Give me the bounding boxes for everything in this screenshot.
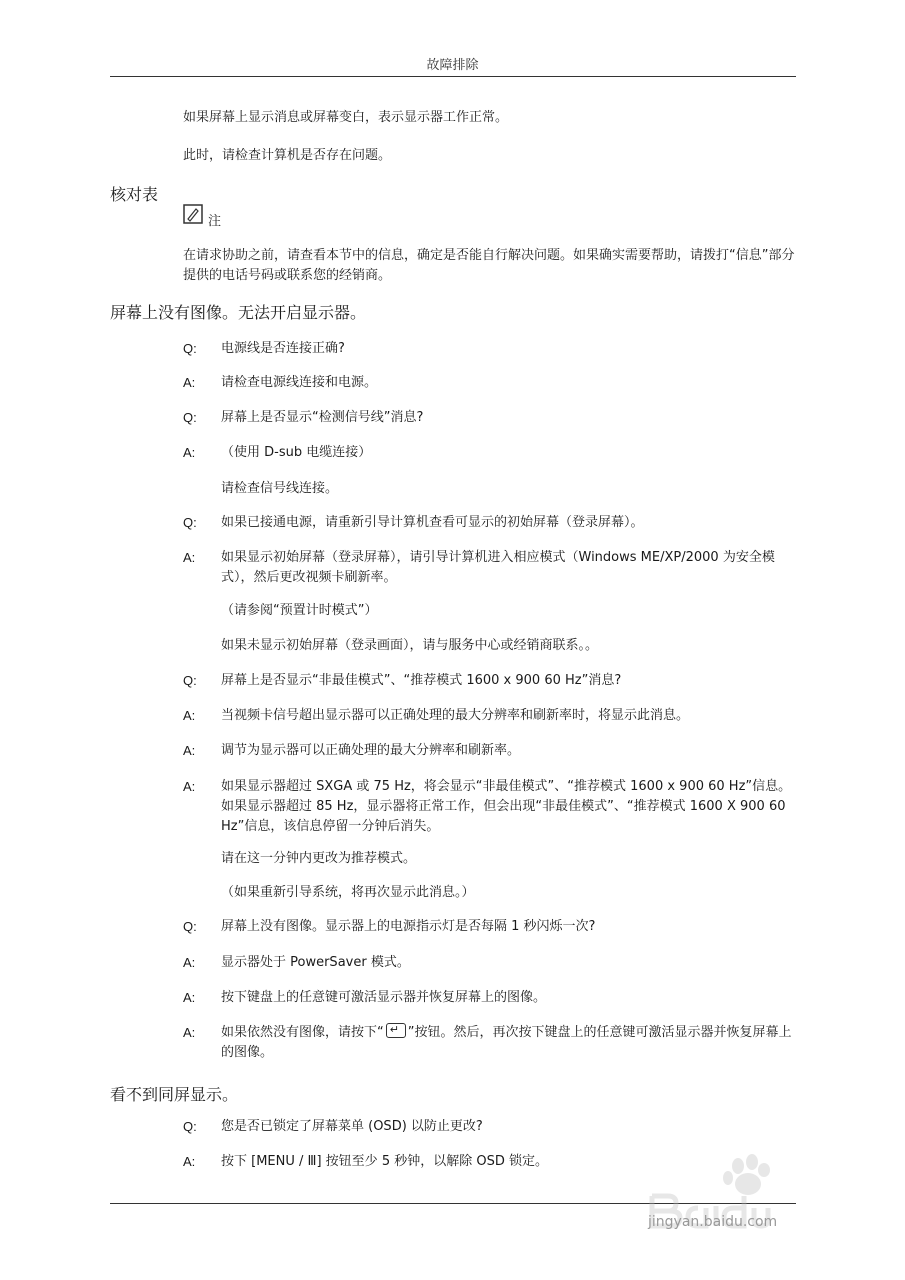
qa-text: [221, 1023, 797, 1063]
qa-row: [183, 671, 797, 691]
qa-continuation: 如果未显示初始屏幕（登录画面），请与服务中心或经销商联系。。: [221, 638, 599, 653]
qa-key: A:: [183, 445, 196, 460]
baidu-watermark-logo: [640, 1148, 800, 1248]
qa-key: A:: [183, 708, 196, 723]
qa-key: A:: [183, 550, 196, 565]
qa-text: 如果显示初始屏幕（登录屏幕），请引导计算机进入相应模式（Windows ME/XP/2000 为安全模式），然后更改视频卡刷新率。: [221, 550, 775, 585]
qa-text: 调节为显示器可以正确处理的最大分辨率和刷新率。: [221, 743, 521, 758]
section2-heading: 看不到同屏显示。: [110, 1085, 239, 1104]
qa-key: Q:: [183, 1119, 197, 1134]
qa-row: [183, 513, 797, 533]
checklist-heading: 核对表: [110, 185, 159, 204]
qa-row: [183, 988, 797, 1008]
qa-row: [183, 339, 797, 359]
qa-text: 当视频卡信号超出显示器可以正确处理的最大分辨率和刷新率时，将显示此消息。: [221, 708, 690, 723]
qa-row: [183, 1117, 797, 1137]
qa-key: Q:: [183, 341, 197, 356]
qa-continuation: 请检查信号线连接。: [221, 481, 339, 496]
qa-key: A:: [183, 779, 196, 794]
qa-key: Q:: [183, 515, 197, 530]
qa-row: [183, 373, 797, 393]
note-label: 注: [208, 214, 222, 229]
qa-row: [183, 548, 797, 588]
qa-text: 如果显示器超过 SXGA 或 75 Hz，将会显示“非最佳模式”、“推荐模式 1600 x 900 60 Hz”信息。如果显示器超过 85 Hz，显示器将正常工作，但会出现“非最佳模式”、“推荐模式 1600 X 900 60 Hz”信息，该信息停留一分钟后消失。: [221, 779, 792, 834]
qa-text: 电源线是否连接正确?: [221, 341, 345, 356]
qa-row: [183, 1023, 797, 1063]
qa-key: A:: [183, 955, 196, 970]
watermark-url: jingyan.baidu.com: [648, 1214, 778, 1230]
page-header-title: 故障排除: [426, 58, 479, 73]
qa-text: 按下键盘上的任意键可激活显示器并恢复屏幕上的图像。: [221, 990, 547, 1005]
qa-row: [183, 408, 797, 428]
header-rule: [110, 76, 796, 77]
answer-text-after: ”按钮。然后，再次按下键盘上的任意键可激活显示器并恢复屏幕上的图像。: [221, 1025, 792, 1060]
qa-key: A:: [183, 1154, 196, 1169]
qa-key: A:: [183, 990, 196, 1005]
qa-key: A:: [183, 375, 196, 390]
qa-continuation: （如果重新引导系统，将再次显示此消息。）: [221, 885, 475, 900]
qa-continuation: （请参阅“预置计时模式”）: [221, 603, 378, 618]
qa-row: [183, 741, 797, 761]
qa-row: [183, 777, 797, 837]
note-text: 在请求协助之前，请查看本节中的信息，确定是否能自行解决问题。如果确实需要帮助，请拨打“信息”部分提供的电话号码或联系您的经销商。: [183, 248, 795, 283]
qa-key: Q:: [183, 410, 197, 425]
qa-row: [183, 917, 797, 937]
qa-text: 请检查电源线连接和电源。: [221, 375, 378, 390]
note-icon: [183, 204, 203, 224]
qa-text: 您是否已锁定了屏幕菜单 (OSD) 以防止更改?: [221, 1119, 483, 1134]
qa-text: 屏幕上是否显示“检测信号线”消息?: [221, 410, 424, 425]
qa-row: [183, 953, 797, 973]
enter-key-icon: [386, 1023, 406, 1038]
qa-key: Q:: [183, 919, 197, 934]
section1-heading: 屏幕上没有图像。无法开启显示器。: [110, 303, 367, 322]
qa-text: 按下 [MENU / Ⅲ] 按钮至少 5 秒钟，以解除 OSD 锁定。: [221, 1154, 548, 1169]
qa-text: 显示器处于 PowerSaver 模式。: [221, 955, 410, 970]
qa-row: [183, 706, 797, 726]
intro-line-1: 如果屏幕上显示消息或屏幕变白，表示显示器工作正常。: [183, 110, 509, 125]
qa-continuation: 请在这一分钟内更改为推荐模式。: [221, 851, 417, 866]
qa-row: [183, 443, 797, 463]
qa-key: Q:: [183, 673, 197, 688]
intro-line-2: 此时，请检查计算机是否存在问题。: [183, 148, 392, 163]
qa-text: 如果已接通电源，请重新引导计算机查看可显示的初始屏幕（登录屏幕）。: [221, 515, 644, 530]
qa-text: （使用 D-sub 电缆连接）: [221, 445, 372, 460]
qa-text: 屏幕上没有图像。显示器上的电源指示灯是否每隔 1 秒闪烁一次?: [221, 919, 596, 934]
qa-text: 屏幕上是否显示“非最佳模式”、“推荐模式 1600 x 900 60 Hz”消息?: [221, 673, 622, 688]
qa-key: A:: [183, 743, 196, 758]
answer-text-before: 如果依然没有图像，请按下“: [221, 1025, 384, 1040]
qa-key: A:: [183, 1025, 196, 1040]
